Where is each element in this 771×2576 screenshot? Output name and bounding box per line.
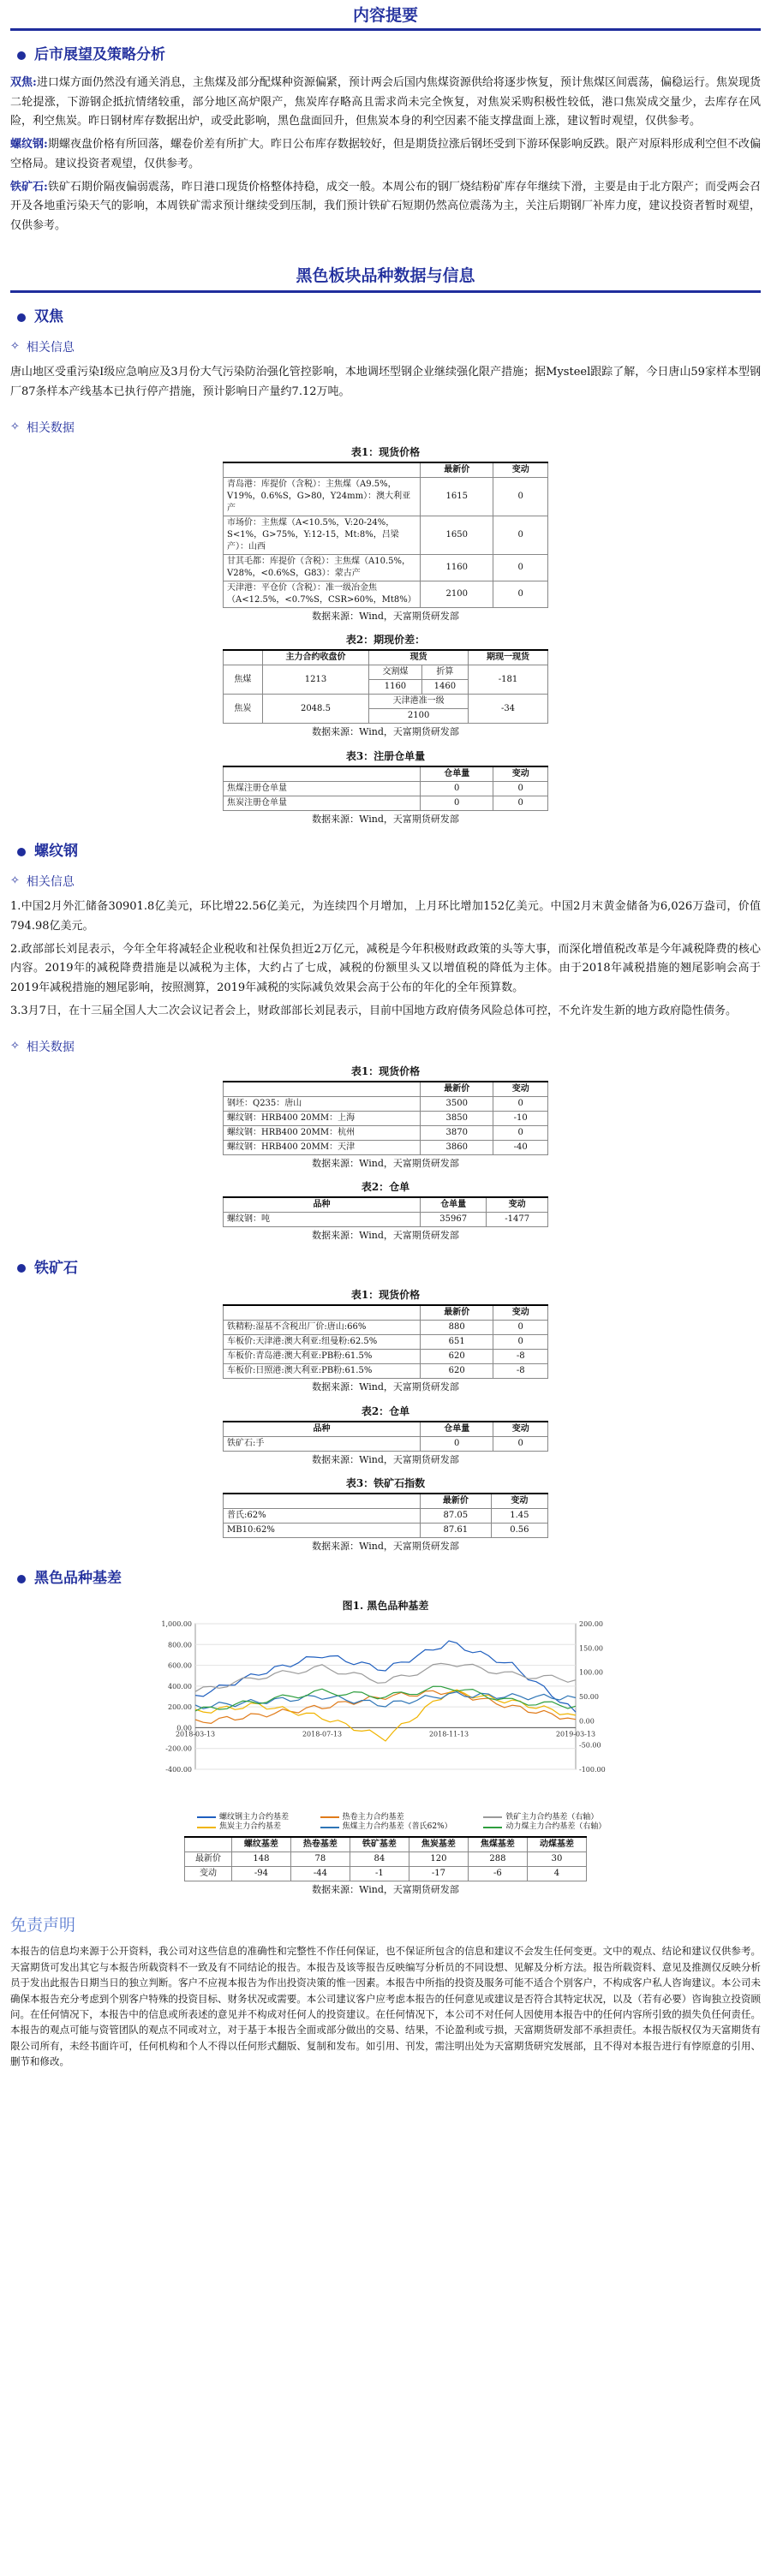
- coke-t2-h3: 期现一现货: [468, 650, 547, 665]
- table-header-cell: 螺纹基差: [231, 1837, 290, 1852]
- table-header-cell: [224, 1305, 421, 1321]
- table-cell: 0: [493, 1436, 548, 1451]
- table-cell: -44: [290, 1866, 350, 1881]
- table-cell: 普氏:62%: [224, 1508, 421, 1523]
- legend-swatch-icon: [197, 1827, 216, 1828]
- table-cell: 620: [421, 1350, 493, 1364]
- legend-swatch-icon: [320, 1827, 339, 1828]
- table-cell: -8: [493, 1350, 548, 1364]
- legend-label: 动力煤主力合约基差（右轴）: [505, 1822, 607, 1832]
- table-cell: -8: [493, 1364, 548, 1379]
- table-cell: 84: [350, 1852, 409, 1866]
- table-cell: 最新价: [185, 1852, 232, 1866]
- coke-info-heading: [10, 337, 761, 359]
- table-row: [185, 1852, 587, 1866]
- coke-t2-coal-spot: 1160: [369, 680, 421, 695]
- chart-left-tick-label: 0.00: [176, 1724, 192, 1732]
- chart-left-tick-label: 800.00: [168, 1641, 192, 1649]
- outlook-item: [10, 178, 761, 236]
- table-cell: 4: [527, 1866, 586, 1881]
- table-header-cell: 变动: [487, 1197, 548, 1213]
- table-cell: 0: [493, 581, 548, 608]
- table-cell: 车板价:日照港:澳大利亚:PB粉:61.5%: [224, 1364, 421, 1379]
- coke-heading-text: 双焦: [34, 307, 63, 325]
- table-header-cell: [224, 766, 421, 782]
- coke-heading: [10, 305, 761, 331]
- chart-legend-item: [197, 1822, 308, 1833]
- table-cell: 651: [421, 1335, 493, 1350]
- disclaimer-text: 本报告的信息均来源于公开资料，我公司对这些信息的准确性和完整性不作任何保证，也不保证所包含的信息和建议不会发生任何变更。文中的观点、结论和建议仅供参考。天富期货可发出其它与本报告所载资料不一致及有不同结论的报告。本报告及该等报告反映编写分析员的不同设想、见解及分析方法。报告所载资料、意见及推测仅反映分析员于发出此报告日期当日的独立判断。客户不应视本报告为作出投资决策的惟一因素。本报告中所指的投资及服务可能不适合个别客户，不构成客户私人咨询建议。本公司未确保本报告充分考虑到个别客户特殊的投资目标、财务状况或需要。本公司建议客户应考虑本报告的任何意见或建议是否符合其特定状况，以及（若有必要）咨询独立投资顾问。在任何情况下，本报告中的信息或所表述的意见并不构成对任何人的投资建议。在任何情况下，本公司不对任何人因使用本报告中的任何内容所引致的损失负任何责任。本报告的观点可能与资管团队的观点不同或对立，对于基于本报告全面或部分做出的交易、结果，不论盈利或亏损，天富期货研发部不承担责任。本报告版权仅为天富期货有限公司所有，未经书面许可，任何机构和个人不得以任何形式翻版、复制和发布。如引用、刊发，需注明出处为天富期货研究发展部，且不得对本报告进行有悖原意的引用、删节和修改。: [10, 1945, 761, 2068]
- table-cell: 车板价:青岛港:澳大利亚:PB粉:61.5%: [224, 1350, 421, 1364]
- table-cell: 铁精粉:湿基不含税出厂价:唐山:66%: [224, 1321, 421, 1335]
- basis-heading-text: 黑色品种基差: [34, 1570, 122, 1587]
- table-row: [224, 1436, 548, 1451]
- legend-label: 焦煤主力合约基差（普氏62%）: [342, 1822, 452, 1832]
- basis-chart-box: [146, 1597, 625, 1898]
- table-cell: 0: [421, 1436, 493, 1451]
- chart-left-tick-label: 200.00: [168, 1702, 192, 1711]
- rebar-spot-table: [223, 1081, 548, 1155]
- legend-swatch-icon: [320, 1816, 339, 1818]
- table-cell: 87.61: [421, 1523, 492, 1537]
- outlook-item-label: 螺纹钢:: [10, 138, 48, 151]
- coke-t1-title: 表1：现货价格: [350, 446, 421, 458]
- coke-t2-coke-diff: -34: [468, 695, 547, 724]
- table-cell: 螺纹钢：HRB400 20MM：天津: [224, 1141, 421, 1155]
- bullet-dot-icon: [17, 1264, 26, 1273]
- chart-x-tick-label: 2018-11-13: [428, 1730, 469, 1738]
- iron-t1-source: 数据来源：Wind，天富期货研发部: [312, 1381, 459, 1393]
- iron-t3-title: 表3：铁矿石指数: [345, 1476, 426, 1489]
- coke-t2-h2: 现货: [369, 650, 469, 665]
- legend-label: 螺纹钢主力合约基差: [219, 1812, 290, 1822]
- rebar-heading: [10, 839, 761, 865]
- coke-t2-coke-label: 焦炭: [224, 695, 263, 724]
- rebar-t1-title: 表1：现货价格: [350, 1065, 421, 1077]
- table-row: [224, 516, 548, 555]
- coke-info-text: 唐山地区受重污染Ⅰ级应急响应及3月份大气污染防治强化管控影响，本地调坯型钢企业继续强化限产措施；据Mysteel跟踪了解，今日唐山59家样本型钢厂87条样本产线基本已执行停产措施，预计影响日产量约7.12万吨。: [10, 366, 761, 398]
- iron-t1-title: 表1：现货价格: [350, 1289, 421, 1302]
- table-cell: 铁矿石:手: [224, 1436, 421, 1451]
- table-header-cell: 仓单量: [421, 1422, 493, 1437]
- rebar-t2-title: 表2：仓单: [361, 1181, 410, 1194]
- rebar-warrant-table: [223, 1196, 548, 1227]
- table-cell: 3500: [421, 1097, 493, 1112]
- table-header-cell: 变动: [493, 1305, 548, 1321]
- table-cell: 0: [493, 1126, 548, 1141]
- chart-left-tick-label: -400.00: [165, 1765, 192, 1774]
- table-cell: 青岛港：库提价（含税）：主焦煤（A9.5%，V19%，0.6%S，G>80，Y24mm）：澳大利亚产: [224, 478, 421, 516]
- rebar-heading-text: 螺纹钢: [34, 842, 78, 860]
- table-header-cell: 最新价: [421, 1082, 493, 1097]
- coke-t3-source: 数据来源：Wind，天富期货研发部: [312, 813, 459, 825]
- coke-t3-title: 表3：注册仓单量: [345, 749, 426, 762]
- table-cell: 0: [493, 516, 548, 555]
- bullet-dot-icon: [17, 848, 26, 856]
- rebar-data-heading: [10, 1037, 761, 1058]
- outlook-item-text: 铁矿石期价隔夜偏弱震荡，昨日港口现货价格整体持稳，成交一般。本周公布的钢厂烧结粉矿库存年继续下滑，主要是由于北方限产；而受两会召开及各地重污染天气的影响，本周铁矿需求预计继续受到压制，我们预计铁矿石短期仍然高位震荡为主，关注后期钢厂补库力度，建议投资者暂时观望，仅供参考。: [10, 180, 761, 232]
- outlook-items: [10, 74, 761, 236]
- chart-title: 图1. 黑色品种基差: [342, 1599, 429, 1612]
- legend-swatch-icon: [483, 1816, 502, 1818]
- rebar-info-item: 2.政部部长刘昆表示，今年全年将减轻企业税收和社保负担近2万亿元，减税是今年积极财政政策的头等大事，而深化增值税改革是今年减税降费的核心内容。2019年的减税降费措施是以减税为主体，大约占了七成，减税的份额里头又以增值税的降低为主体。由于2018年减税措施的翘尾影响会高于2019年减税措施的翘尾影响，按照测算，2019年减税的实际减负效果会高于公布的年化的全年预算数。: [10, 942, 761, 994]
- table-row: [224, 1097, 548, 1112]
- coke-warrant-table: [223, 766, 548, 811]
- coke-t2-coal-spot-label: 交割煤: [369, 665, 421, 680]
- chart-x-tick-label: 2018-07-13: [302, 1730, 343, 1738]
- table-row: [224, 581, 548, 608]
- rebar-info-item: 3.3月7日，在十三届全国人大二次会议记者会上，财政部部长刘昆表示，目前中国地方政府债务风险总体可控，不允许发生新的地方政府隐性债务。: [10, 1004, 737, 1017]
- table-cell: 螺纹钢：吨: [224, 1213, 421, 1227]
- coke-t2-blank: [224, 650, 263, 665]
- outlook-item-text: 期螺夜盘价格有所回落，螺卷价差有所扩大。昨日公布库存数据较好，但是期货拉涨后钢坯受到下游环保影响反跌。限产对原料形成利空但不改偏空格局。建议投资者观望，仅供参考。: [10, 138, 761, 170]
- iron-warrant-table: [223, 1421, 548, 1452]
- table-row: [224, 1213, 548, 1227]
- chart-legend-item: [320, 1813, 472, 1823]
- iron-heading: [10, 1256, 761, 1282]
- diamond-icon: ✧: [10, 340, 20, 354]
- table-row: [224, 1364, 548, 1379]
- table-header-cell: 焦煤基差: [468, 1837, 527, 1852]
- table-row: [224, 478, 548, 516]
- table-header-cell: [224, 1494, 421, 1509]
- legend-swatch-icon: [197, 1816, 216, 1818]
- table-header-cell: 变动: [493, 462, 548, 478]
- coke-t2-coal-discount-label: 折算: [421, 665, 468, 680]
- basis-summary-table: [184, 1836, 587, 1881]
- basis-source: 数据来源：Wind，天富期货研发部: [312, 1883, 459, 1895]
- table-row: [224, 1112, 548, 1126]
- table-cell: 880: [421, 1321, 493, 1335]
- table-row: [224, 1321, 548, 1335]
- coke-t1-source: 数据来源：Wind，天富期货研发部: [312, 611, 459, 622]
- table-cell: -10: [493, 1112, 548, 1126]
- table-cell: 0: [493, 555, 548, 581]
- table-header-cell: 仓单量: [421, 766, 493, 782]
- bullet-dot-icon: [17, 1575, 26, 1583]
- chart-legend-item: [197, 1813, 308, 1823]
- table-row: [224, 555, 548, 581]
- table-header-cell: [224, 1082, 421, 1097]
- table-cell: -94: [231, 1866, 290, 1881]
- table-header-cell: 变动: [491, 1494, 547, 1509]
- coke-t2-coal-discount: 1460: [421, 680, 468, 695]
- iron-t2-source: 数据来源：Wind，天富期货研发部: [312, 1453, 459, 1465]
- table-cell: 78: [290, 1852, 350, 1866]
- basis-chart: [146, 1615, 625, 1804]
- table-row: [224, 1141, 548, 1155]
- table-cell: 0.56: [491, 1523, 547, 1537]
- diamond-icon: ✧: [10, 420, 20, 434]
- iron-spot-table: [223, 1304, 548, 1379]
- legend-swatch-icon: [483, 1827, 502, 1828]
- chart-x-tick-label: 2018-03-13: [175, 1730, 216, 1738]
- table-cell: 0: [421, 781, 493, 796]
- diamond-icon: ✧: [10, 874, 20, 888]
- bullet-dot-icon: [17, 51, 26, 60]
- table-cell: 87.05: [421, 1508, 492, 1523]
- table-header-cell: 焦炭基差: [409, 1837, 468, 1852]
- rebar-data-title: 相关数据: [26, 1040, 75, 1054]
- table-row: [224, 1126, 548, 1141]
- coke-t2-title: 表2：期现价差：: [345, 634, 426, 647]
- table-cell: -6: [468, 1866, 527, 1881]
- table-cell: 天津港：平仓价（含税）：准一级冶金焦（A<12.5%，<0.7%S，CSR>60%，Mt8%）: [224, 581, 421, 608]
- chart-legend-item: [320, 1822, 472, 1833]
- chart-left-tick-label: -200.00: [165, 1744, 192, 1753]
- table-header-cell: 变动: [493, 766, 548, 782]
- table-row: [224, 1508, 548, 1523]
- outlook-item-label: 双焦:: [10, 75, 37, 89]
- legend-label: 焦炭主力合约基差: [219, 1822, 282, 1832]
- chart-legend-item: [483, 1813, 625, 1823]
- chart-legend: [197, 1813, 625, 1833]
- table-cell: 0: [421, 796, 493, 810]
- outlook-item: [10, 74, 761, 132]
- chart-right-tick-label: 100.00: [579, 1668, 603, 1677]
- table-cell: 甘其毛都：库提价（含税）：主焦煤（A10.5%，V28%，<0.6%S，G83）：蒙古产: [224, 555, 421, 581]
- table-header-cell: 最新价: [421, 462, 493, 478]
- table-cell: 螺纹钢：HRB400 20MM：上海: [224, 1112, 421, 1126]
- coke-info-title: 相关信息: [26, 340, 75, 355]
- outlook-item-label: 铁矿石:: [10, 180, 48, 194]
- chart-right-tick-label: -50.00: [579, 1741, 601, 1750]
- table-cell: 148: [231, 1852, 290, 1866]
- table-cell: 120: [409, 1852, 468, 1866]
- coke-t2-coke-price: 2048.5: [262, 695, 369, 724]
- iron-t2-title: 表2：仓单: [361, 1404, 410, 1417]
- legend-label: 热卷主力合约基差: [342, 1812, 404, 1822]
- table-header-cell: 最新价: [421, 1494, 492, 1509]
- chart-right-tick-label: 150.00: [579, 1644, 603, 1653]
- coke-data-heading: [10, 418, 761, 439]
- coke-t2-coke-spot-label: 天津港准一级: [369, 695, 469, 709]
- table-cell: 1650: [421, 516, 493, 555]
- table-header-cell: 仓单量: [421, 1197, 487, 1213]
- outlook-item-text: 进口煤方面仍然没有通关消息，主焦煤及部分配煤种资源偏紧，预计两会后国内焦煤资源供给将逐步恢复，预计焦煤区间震荡，偏稳运行。焦炭现货二轮提涨，下游钢企抵抗情绪较重，部分地区高炉限产，焦炭库存略高且需求尚未完全恢复，对焦炭采购积极性较低，港口焦炭成交量少，去库存在风险，利空焦炭。昨日钢材库存数据出炉，或受此影响，黑色盘面回升，但焦炭本身的利空因素不能支撑盘面上涨，建议暂时观望，仅供参考。: [10, 75, 761, 128]
- table-cell: -17: [409, 1866, 468, 1881]
- table-cell: 35967: [421, 1213, 487, 1227]
- coke-spot-table: [223, 462, 548, 608]
- table-row: [224, 1523, 548, 1537]
- table-row: [224, 796, 548, 810]
- coke-data-title: 相关数据: [26, 420, 75, 435]
- coke-t2-coke-spot: 2100: [369, 709, 469, 724]
- chart-left-tick-label: 600.00: [168, 1661, 192, 1670]
- outlook-heading-text: 后市展望及策略分析: [34, 46, 165, 63]
- coke-t2-source: 数据来源：Wind，天富期货研发部: [312, 726, 459, 738]
- table-cell: 0: [493, 1335, 548, 1350]
- table-cell: 焦炭注册仓单量: [224, 796, 421, 810]
- table-header-cell: 铁矿基差: [350, 1837, 409, 1852]
- basis-heading: [10, 1566, 761, 1592]
- table-header-cell: [224, 462, 421, 478]
- outlook-item: [10, 135, 761, 175]
- table-cell: 0: [493, 1321, 548, 1335]
- table-row: [224, 781, 548, 796]
- table-cell: 620: [421, 1364, 493, 1379]
- table-cell: 0: [493, 796, 548, 810]
- chart-left-tick-label: 1,000.00: [161, 1619, 192, 1628]
- table-header-cell: 品种: [224, 1197, 421, 1213]
- table-cell: 0: [493, 1097, 548, 1112]
- table-row: [185, 1866, 587, 1881]
- coke-t2-h1: 主力合约收盘价: [262, 650, 369, 665]
- table-cell: 螺纹钢：HRB400 20MM：杭州: [224, 1126, 421, 1141]
- chart-x-tick-label: 2019-03-13: [555, 1730, 596, 1738]
- coke-t2-coal-diff: -181: [468, 665, 547, 695]
- table-header-cell: 变动: [493, 1422, 548, 1437]
- table-header-cell: 动煤基差: [527, 1837, 586, 1852]
- rebar-info-title: 相关信息: [26, 874, 75, 889]
- table-cell: 0: [493, 478, 548, 516]
- table-cell: 1615: [421, 478, 493, 516]
- table-cell: MB10:62%: [224, 1523, 421, 1537]
- coke-t2-coal-price: 1213: [262, 665, 369, 695]
- chart-right-tick-label: 0.00: [579, 1717, 595, 1726]
- rebar-info-item: 1.中国2月外汇储备30901.8亿美元，环比增22.56亿美元，为连续四个月增加，上月环比增加152亿美元。中国2月末黄金储备为6,026万盎司，价值794.98亿美元。: [10, 900, 761, 933]
- table-cell: 车板价:天津港:澳大利亚:纽曼粉:62.5%: [224, 1335, 421, 1350]
- table-cell: 1.45: [491, 1508, 547, 1523]
- legend-label: 铁矿主力合约基差（右轴）: [505, 1812, 599, 1822]
- table-cell: 市场价：主焦煤（A<10.5%，V:20-24%，S<1%，G>75%，Y:12-15，Mt:8%，吕梁产）：山西: [224, 516, 421, 555]
- table-cell: 钢坯：Q235：唐山: [224, 1097, 421, 1112]
- chart-plot-area: [195, 1624, 576, 1769]
- rebar-t2-source: 数据来源：Wind，天富期货研发部: [312, 1230, 459, 1242]
- table-row: [224, 1335, 548, 1350]
- table-header-cell: 变动: [493, 1082, 548, 1097]
- iron-heading-text: 铁矿石: [34, 1259, 78, 1277]
- table-cell: 288: [468, 1852, 527, 1866]
- page-title: 内容提要: [10, 0, 761, 31]
- iron-index-table: [223, 1493, 548, 1538]
- rebar-info-heading: [10, 872, 761, 893]
- table-cell: 0: [493, 781, 548, 796]
- table-row: [224, 1350, 548, 1364]
- diamond-icon: ✧: [10, 1040, 20, 1053]
- table-cell: -40: [493, 1141, 548, 1155]
- rebar-t1-source: 数据来源：Wind，天富期货研发部: [312, 1158, 459, 1169]
- chart-right-tick-label: 50.00: [579, 1692, 599, 1701]
- table-cell: 3860: [421, 1141, 493, 1155]
- outlook-heading: [10, 43, 761, 69]
- table-header-cell: 最新价: [421, 1305, 493, 1321]
- bullet-dot-icon: [17, 313, 26, 322]
- table-cell: -1: [350, 1866, 409, 1881]
- table-header-cell: 热卷基差: [290, 1837, 350, 1852]
- chart-legend-item: [483, 1822, 625, 1833]
- rebar-items: [10, 897, 761, 1022]
- table-cell: 2100: [421, 581, 493, 608]
- table-header-cell: 品种: [224, 1422, 421, 1437]
- coke-t2-coal-label: 焦煤: [224, 665, 263, 695]
- coke-basis-table: [223, 649, 548, 724]
- disclaimer-title: 免责声明: [10, 1916, 76, 1935]
- table-cell: 变动: [185, 1866, 232, 1881]
- chart-right-tick-label: -100.00: [579, 1765, 606, 1774]
- table-cell: 3850: [421, 1112, 493, 1126]
- table-cell: 30: [527, 1852, 586, 1866]
- chart-right-tick-label: 200.00: [579, 1619, 603, 1628]
- iron-t3-source: 数据来源：Wind，天富期货研发部: [312, 1540, 459, 1552]
- table-header-cell: [185, 1837, 232, 1852]
- table-cell: 3870: [421, 1126, 493, 1141]
- table-cell: -1477: [487, 1213, 548, 1227]
- chart-left-tick-label: 400.00: [168, 1682, 192, 1690]
- table-cell: 焦煤注册仓单量: [224, 781, 421, 796]
- section2-title: 黑色板块品种数据与信息: [10, 262, 761, 293]
- table-cell: 1160: [421, 555, 493, 581]
